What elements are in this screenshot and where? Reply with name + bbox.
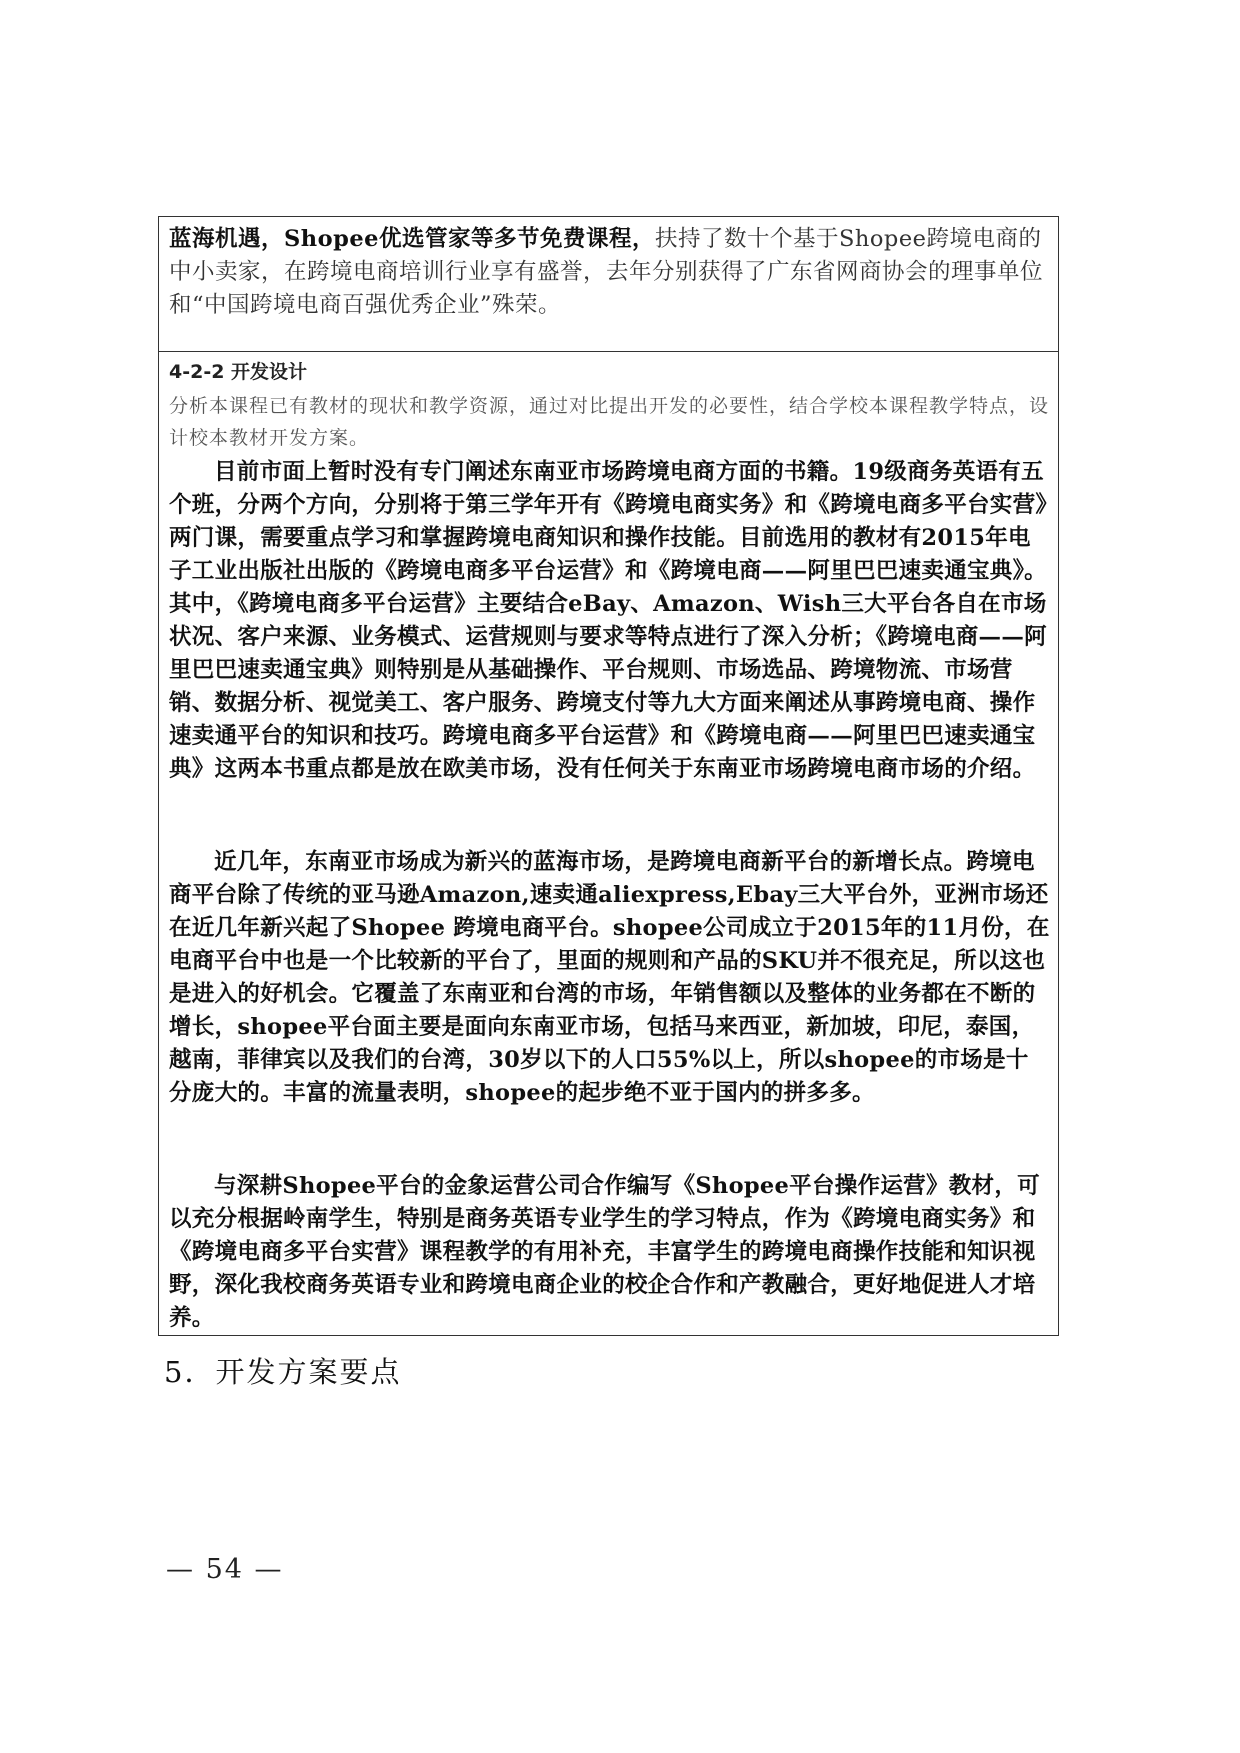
dev-design-paragraph-3: 与深耕Shopee平台的金象运营公司合作编写《Shopee平台操作运营》教材，可以充分根据岭南学生，特别是商务英语专业学生的学习特点，作为《跨境电商实务》和《跨境电商多平台实营》课程教学的有用补充，丰富学生的跨境电商操作技能和知识视野，深化我校商务英语专业和跨境电商企业的校企合作和产教融合，更好地促进人才培养。 — [169, 1173, 1040, 1331]
dev-design-paragraph-1: 目前市面上暂时没有专门阐述东南亚市场跨境电商方面的书籍。19级商务英语有五个班，分两个方向，分别将于第三学年开有《跨境电商实务》和《跨境电商多平台实营》两门课，需要重点学习和掌握跨境电商知识和操作技能。目前选用的教材有2015年电子工业出版社出版的《跨境电商多平台运营》和《跨境电商——阿里巴巴速卖通宝典》。其中，《跨境电商多平台运营》主要结合eBay、Amazon、Wish三大平台各自在市场状况、客户来源、业务模式、运营规则与要求等特点进行了深入分析；《跨境电商——阿里巴巴速卖通宝典》则特别是从基础操作、平台规则、市场选品、跨境物流、市场营销、数据分析、视觉美工、客户服务、跨境支付等九大方面来阐述从事跨境电商、操作速卖通平台的知识和技巧。跨境电商多平台运营》和《跨境电商——阿里巴巴速卖通宝典》这两本书重点都是放在欧美市场，没有任何关于东南亚市场跨境电商市场的介绍。 — [169, 459, 1047, 782]
dev-design-paragraph-2: 近几年，东南亚市场成为新兴的蓝海市场，是跨境电商新平台的新增长点。跨境电商平台除了传统的亚马逊Amazon,速卖通aliexpress,Ebay三大平台外，亚洲市场还在近几年新兴起了Shopee 跨境电商平台。shopee公司成立于2015年的11月份，在电商平台中也是一个比较新的平台了，里面的规则和产品的SKU并不很充足，所以这也是进入的好机会。它覆盖了东南亚和台湾的市场，年销售额以及整体的业务都在不断的增长，shopee平台面主要是面向东南亚市场，包括马来西亚，新加坡，印尼，泰国，越南，菲律宾以及我们的台湾，30岁以下的人口55%以上，所以shopee的市场是十分庞大的。丰富的流量表明，shopee的起步绝不亚于国内的拼多多。 — [169, 849, 1050, 1106]
page-number: — 54 — — [166, 1554, 284, 1585]
continuation-paragraph — [169, 223, 1047, 322]
table-cell-continuation — [158, 216, 1059, 352]
dev-design-title: 4-2-2 开发设计 — [169, 361, 308, 383]
continuation-text: 扶持了数十个基于Shopee跨境电商的中小卖家，在跨境电商培训行业享有盛誉，去年分别获得了广东省网商协会的理事单位和“中国跨境电商百强优秀企业”殊荣。 — [169, 226, 1044, 318]
dev-design-description: 分析本课程已有教材的现状和教学资源，通过对比提出开发的必要性，结合学校本课程教学特点，设计校本教材开发方案。 — [169, 395, 1050, 449]
table-cell-dev-design — [158, 351, 1059, 1336]
section-heading: 5．开发方案要点 — [164, 1355, 402, 1389]
continuation-bold-lead: 蓝海机遇，Shopee优选管家等多节免费课程， — [169, 226, 655, 252]
